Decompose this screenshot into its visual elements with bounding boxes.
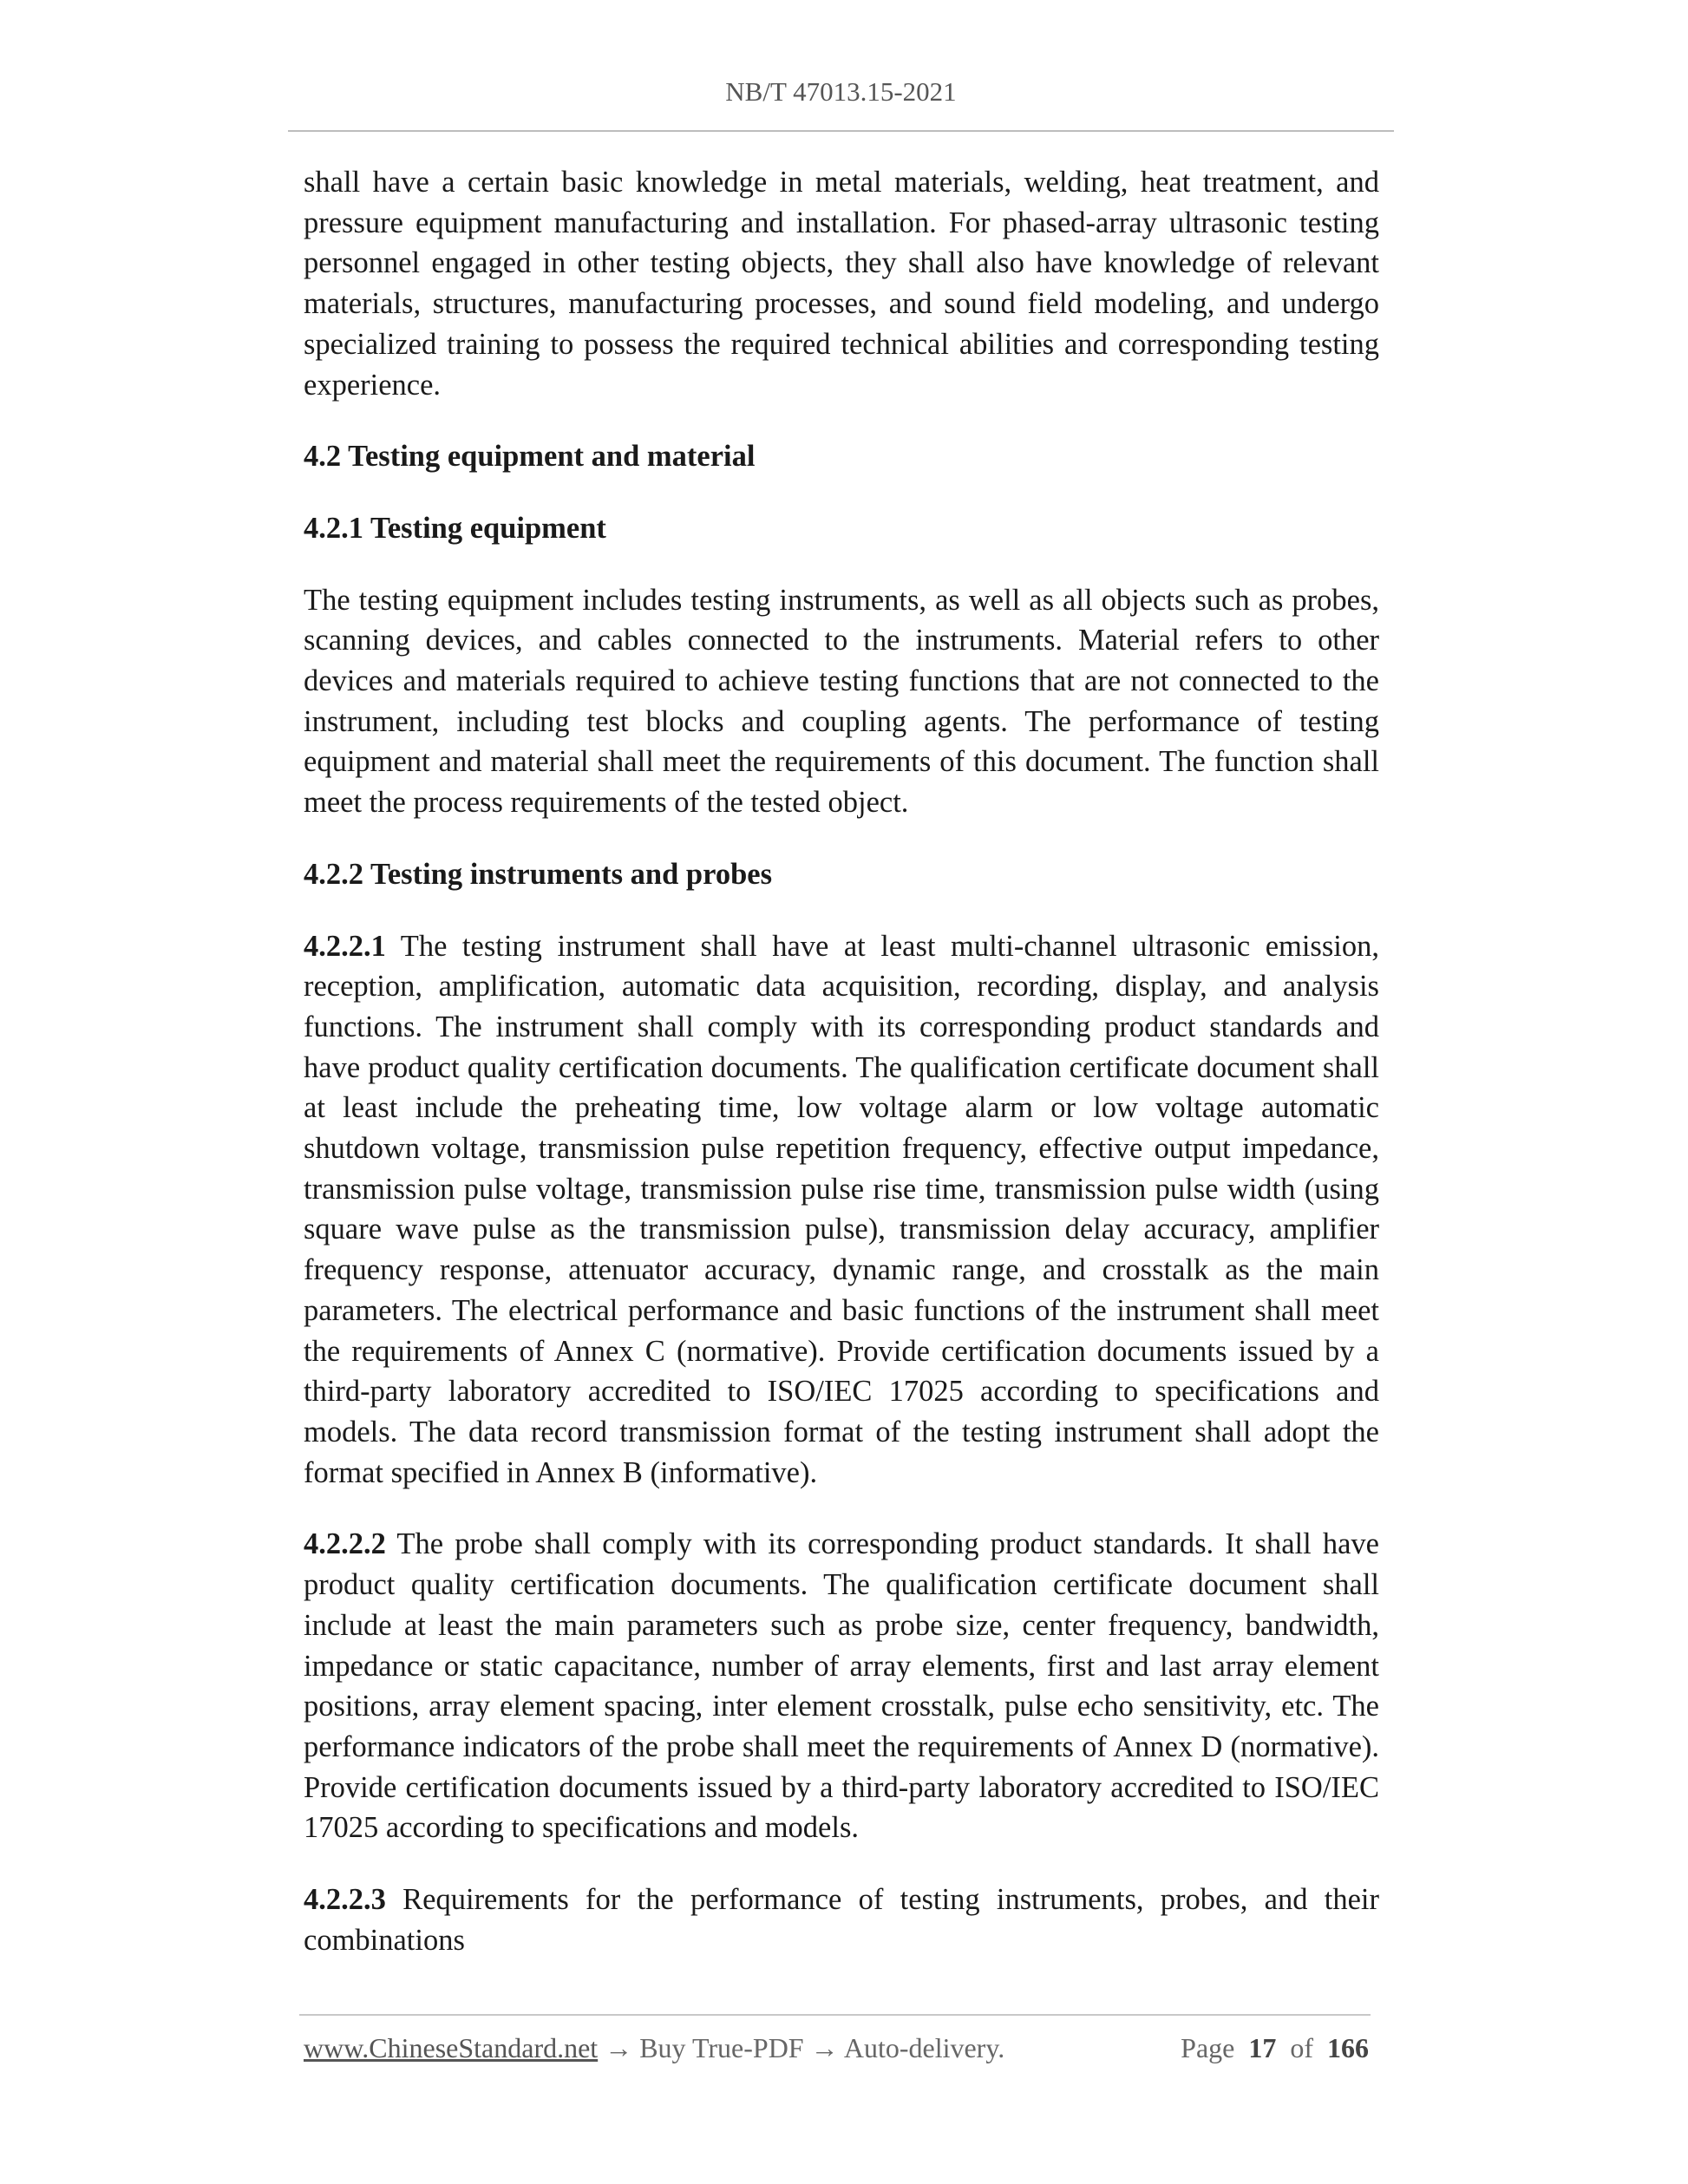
footer-divider xyxy=(299,2014,1371,2016)
clause-4-2-2-2 xyxy=(304,1524,1379,1848)
clause-number-4-2-2-1: 4.2.2.1 xyxy=(304,929,386,963)
paragraph-personnel-continued: shall have a certain basic knowledge in metal materials, welding, heat treatment, and pressure equipment manufacturing and installation. For phased-array ultrasonic testing personnel engaged in other testing objects, they shall also have knowledge of relevant materials, structures, manufacturing processes, and sound field modeling, and undergo specialized training to possess the required technical abilities and corresponding testing experience. xyxy=(304,166,1379,402)
page-counter xyxy=(1181,2032,1369,2064)
heading-4-2: 4.2 Testing equipment and material xyxy=(304,440,756,474)
page-current: 17 xyxy=(1248,2032,1277,2063)
header-divider xyxy=(288,130,1394,132)
paragraph-4-2-1: The testing equipment includes testing instruments, as well as all objects such as probes, scanning devices, and cables connected to the instruments. Material refers to other devices and materials required to achieve testing functions that are not connected to the instrument, including test blocks and coupling agents. The performance of testing equipment and material shall meet the requirements of this document. The function shall meet the process requirements of the tested object. xyxy=(304,583,1379,820)
footer-tagline: → Buy True-PDF → Auto-delivery. xyxy=(598,2032,1005,2063)
site-link[interactable]: www.ChineseStandard.net xyxy=(304,2032,599,2063)
page-footer xyxy=(304,2032,1369,2064)
document-id-header: NB/T 47013.15-2021 xyxy=(725,76,957,107)
document-body xyxy=(304,162,1379,1991)
clause-4-2-2-3 xyxy=(304,1880,1379,1960)
clause-4-2-2-1 xyxy=(304,926,1379,1494)
page-of: of xyxy=(1290,2032,1313,2063)
clause-text-4-2-2-3: Requirements for the performance of testing instruments, probes, and their combinations xyxy=(304,1883,1379,1957)
clause-number-4-2-2-3: 4.2.2.3 xyxy=(304,1883,386,1917)
clause-text-4-2-2-1: The testing instrument shall have at least multi-channel ultrasonic emission, reception, amplification, automatic data acquisition, recording, display, and analysis functions. The instrument shall comply with its corresponding product standards and have product quality certification documents. The qualification certificate document shall at least include the preheating time, low voltage alarm or low voltage automatic shutdown voltage, transmission pulse repetition frequency, effective output impedance, transmission pulse voltage, transmission pulse rise time, transmission pulse width (using square wave pulse as the transmission pulse), transmission delay accuracy, amplifier frequency response, attenuator accuracy, dynamic range, and crosstalk as the main parameters. The electrical performance and basic functions of the instrument shall meet the requirements of Annex C (normative). Provide certification documents issued by a third-party laboratory accredited to ISO/IEC 17025 according to specifications and models. The data record transmission format of the testing instrument shall adopt the format specified in Annex B (informative). xyxy=(304,929,1379,1489)
page-label: Page xyxy=(1181,2032,1235,2063)
heading-4-2-1: 4.2.1 Testing equipment xyxy=(304,511,606,545)
clause-text-4-2-2-2: The probe shall comply with its corresponding product standards. It shall have product quality certification documents. The qualification certificate document shall include at least the main parameters such as probe size, center frequency, bandwidth, impedance or static capacitance, number of array elements, first and last array element positions, array element spacing, inter element crosstalk, pulse echo sensitivity, etc. The performance indicators of the probe shall meet the requirements of Annex D (normative). Provide certification documents issued by a third-party laboratory accredited to ISO/IEC 17025 according to specifications and models. xyxy=(304,1527,1379,1845)
page-total: 166 xyxy=(1327,2032,1369,2063)
clause-number-4-2-2-2: 4.2.2.2 xyxy=(304,1527,386,1561)
footer-left xyxy=(304,2032,1004,2064)
heading-4-2-2: 4.2.2 Testing instruments and probes xyxy=(304,857,772,891)
